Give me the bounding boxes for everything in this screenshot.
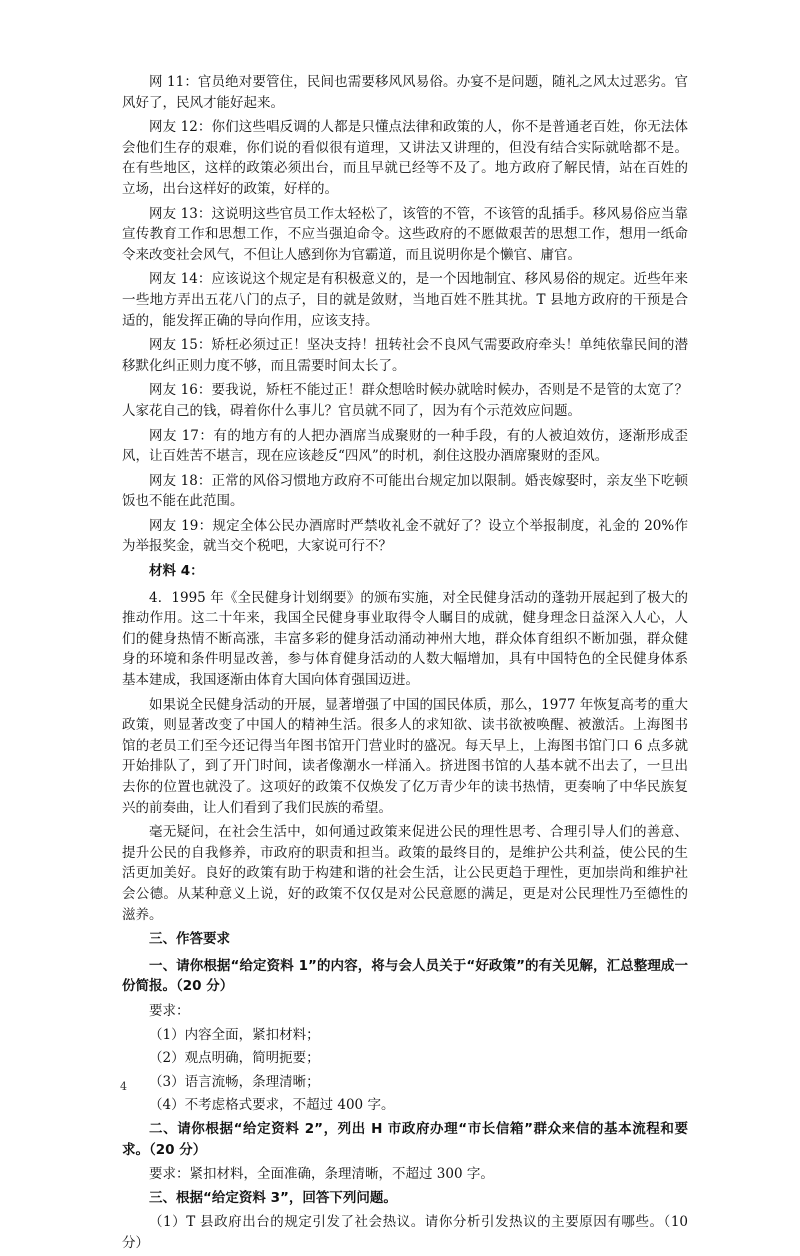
requirement-item: （4）不考虑格式要求，不超过 400 字。 bbox=[149, 1097, 395, 1114]
comment-14: 网友 14：应该说这个规定是有积极意义的，是一个因地制宜、移风易俗的规定。近些年来一些地方弄出五花八门的点子，目的就是敛财，当地百姓不胜其扰。T 县地方政府的干预是合适的，能发挥正确的导向作用，应该支持。 bbox=[122, 271, 688, 329]
comment-12: 网友 12：你们这些唱反调的人都是只懂点法律和政策的人，你不是普通老百姓，你无法体会他们生存的艰难，你们说的看似很有道理，又讲法又讲理的，但没有结合实际就啥都不是。在有些地区，这样的政策必须出台，而且早就已经等不及了。地方政府了解民情，站在百姓的立场，出台这样好的政策，好样的。 bbox=[122, 119, 688, 197]
question-2-requirements: 要求：紧扣材料，全面准确，条理清晰，不超过 300 字。 bbox=[149, 1166, 494, 1183]
page-number: 4 bbox=[120, 1080, 127, 1093]
comment-18: 网友 18：正常的风俗习惯地方政府不可能出台规定加以限制。婚丧嫁娶时，亲友坐下吃顿饭也不能在此范围。 bbox=[122, 472, 688, 510]
question-3: 三、根据“给定资料 3”，回答下列问题。 bbox=[149, 1189, 397, 1206]
comment-11: 网 11：官员绝对要管住，民间也需要移风风易俗。办宴不是问题，随礼之风太过恶劣。官风好了，民风才能好起来。 bbox=[122, 74, 688, 111]
comment-16: 网友 16：要我说，矫枉不能过正！群众想啥时候办就啥时候办，否则是不是管的太宽了？人家花自己的钱，碍着你什么事儿？官员就不同了，因为有个示范效应问题。 bbox=[122, 382, 688, 419]
material-4-heading: 材料 4： bbox=[149, 563, 204, 580]
material-4-paragraph: 4．1995 年《全民健身计划纲要》的颁布实施，对全民健身活动的蓬勃开展起到了极大的推动作用。这二十年来，我国全民健身事业取得令人瞩目的成就，健身理念日益深入人心，人们的健身热情不断高涨，丰富多彩的健身活动涌动神州大地，群众体育组织不断加强，群众健身的环境和条件明显改善，参与体育健身活动的人数大幅增加，具有中国特色的全民健身体系基本建成，我国逐渐由体育大国向体育强国迈进。 bbox=[122, 589, 688, 689]
comment-19: 网友 19：规定全体公民办酒席时严禁收礼金不就好了？设立个举报制度，礼金的 20%作为举报奖金，就当交个税吧，大家说可行不？ bbox=[122, 517, 688, 555]
comment-17: 网友 17：有的地方有的人把办酒席当成聚财的一种手段，有的人被迫效仿，逐渐形成歪风，让百姓苦不堪言，现在应该趁反“四风”的时机，刹住这股办酒席聚财的歪风。 bbox=[122, 427, 688, 465]
comment-13: 网友 13：这说明这些官员工作太轻松了，该管的不管，不该管的乱插手。移风易俗应当靠宣传教育工作和思想工作，不应当强迫命令。这些政府的不愿做艰苦的思想工作，想用一纸命令来改变社会风气，不但让人感到你为官霸道，而且说明你是个懒官、庸官。 bbox=[122, 205, 688, 263]
question-2: 二、请你根据“给定资料 2”，列出 H 市政府办理“市长信箱”群众来信的基本流程和要求。（20 分） bbox=[122, 1120, 688, 1158]
question-1-requirements-label: 要求： bbox=[149, 1002, 190, 1019]
page-content bbox=[122, 72, 688, 1256]
material-4-paragraph: 毫无疑问，在社会生活中，如何通过政策来促进公民的理性思考、合理引导人们的善意、提升公民的自我修养，市政府的职责和担当。政策的最终目的，是维护公共利益，使公民的生活更加美好。良好的政策有助于构建和谐的社会生活，让公民更趋于理性，更加崇尚和维护社会公德。从某种意义上说，好的政策不仅仅是对公民意愿的满足，更是对公民理性乃至德性的滋养。 bbox=[122, 824, 688, 923]
section-3-heading: 三、作答要求 bbox=[149, 931, 230, 948]
comment-15: 网友 15：矫枉必须过正！坚决支持！扭转社会不良风气需要政府牵头！单纯依靠民间的潜移默化纠正则力度不够，而且需要时间太长了。 bbox=[122, 337, 688, 374]
requirement-item: （1）内容全面，紧扣材料； bbox=[149, 1026, 320, 1043]
requirement-item: （2）观点明确，简明扼要； bbox=[149, 1050, 320, 1067]
question-1: 一、请你根据“给定资料 1”的内容，将与会人员关于“好政策”的有关见解，汇总整理成一份简报。（20 分） bbox=[122, 957, 688, 995]
question-3-sub-1: （1）T 县政府出台的规定引发了社会热议。请你分析引发热议的主要原因有哪些。（10 分） bbox=[122, 1214, 688, 1251]
material-4-paragraph: 如果说全民健身活动的开展，显著增强了中国的国民体质，那么，1977 年恢复高考的重大政策，则显著改变了中国人的精神生活。很多人的求知欲、读书欲被唤醒、被激活。上海图书馆的老员工们至今还记得当年图书馆开门营业时的盛况。每天早上，上海图书馆门口 6 点多就开始排队了，到了开门时间，读者像潮水一样涌入。挤进图书馆的人基本就不出去了，一旦出去你的位置也就没了。这项好的政策不仅焕发了亿万青少年的读书热情，更奏响了中华民族复兴的前奏曲，让人们看到了我们民族的希望。 bbox=[122, 696, 688, 816]
requirement-item: （3）语言流畅，条理清晰； bbox=[149, 1073, 320, 1090]
